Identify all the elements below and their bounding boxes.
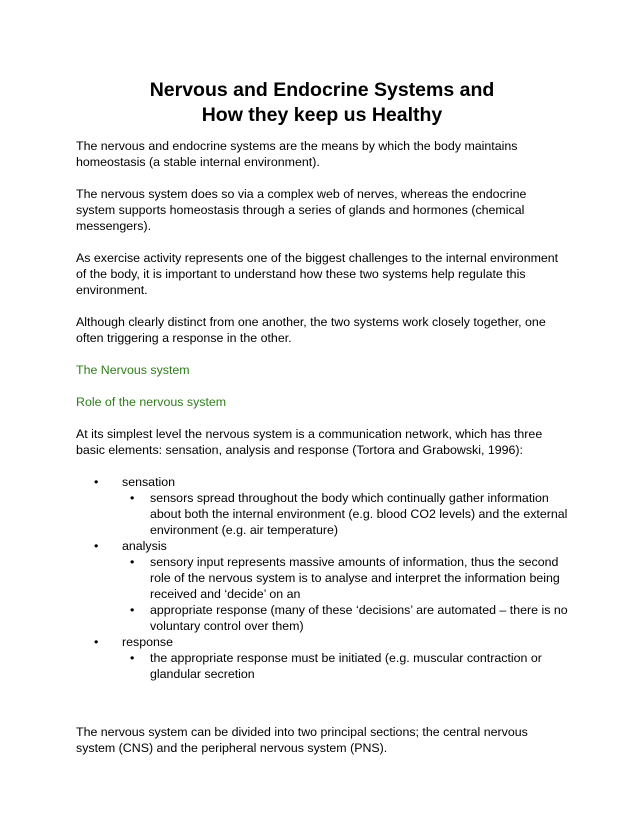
paragraph-work-together: Although clearly distinct from one another, the two systems work closely together, one often triggering a response in the other. [76,315,546,345]
sub-list-item [122,490,568,538]
list-label: analysis [122,539,167,553]
list-label: response [122,635,173,649]
title-line-1: Nervous and Endocrine Systems and [149,79,495,101]
document-page [76,78,568,772]
list-item-analysis [76,538,568,634]
elements-list [76,474,568,682]
title-line-2: How they keep us Healthy [201,104,443,126]
bullet-icon: • [94,475,99,489]
sub-list-item [122,554,568,602]
subsection-heading: Role of the nervous system [76,395,227,409]
paragraph-homeostasis: The nervous and endocrine systems are the means by which the body maintains homeostasis (a stable internal environment). [76,139,518,169]
page-title [76,78,568,128]
sub-list-item [122,602,568,634]
sub-list-text: appropriate response (many of these ‘decisions’ are automated – there is no voluntary control over them) [150,603,568,633]
sub-list-text: sensors spread throughout the body which continually gather information about both the internal environment (e.g. blood CO2 levels) and the external environment (e.g. air temperature) [150,491,568,537]
closing-paragraph: The nervous system can be divided into two principal sections; the central nervous system (CNS) and the peripheral nervous system (PNS). [76,725,528,755]
list-label: sensation [122,475,176,489]
list-item-response [76,634,568,682]
bullet-icon: • [130,603,135,617]
list-item-sensation [76,474,568,538]
sub-list-text: sensory input represents massive amounts of information, thus the second role of the nervous system is to analyse and interpret the information being received and ‘decide’ on an [150,555,560,601]
sub-list-text: the appropriate response must be initiated (e.g. muscular contraction or glandular secretion [150,651,542,681]
sub-list-item [122,650,568,682]
paragraph-nerves-glands: The nervous system does so via a complex web of nerves, whereas the endocrine system supports homeostasis through a series of glands and hormones (chemical messengers). [76,187,527,233]
bullet-icon: • [94,539,99,553]
intro-paragraph: At its simplest level the nervous system is a communication network, which has three basic elements: sensation, analysis and response (Tortora and Grabowski, 1996): [76,427,543,457]
section-heading: The Nervous system [76,363,190,377]
bullet-icon: • [130,491,135,505]
paragraph-exercise: As exercise activity represents one of the biggest challenges to the internal environment of the body, it is important to understand how these two systems help regulate this environment. [76,251,559,297]
bullet-icon: • [94,635,99,649]
bullet-icon: • [130,651,135,665]
bullet-icon: • [130,555,135,569]
